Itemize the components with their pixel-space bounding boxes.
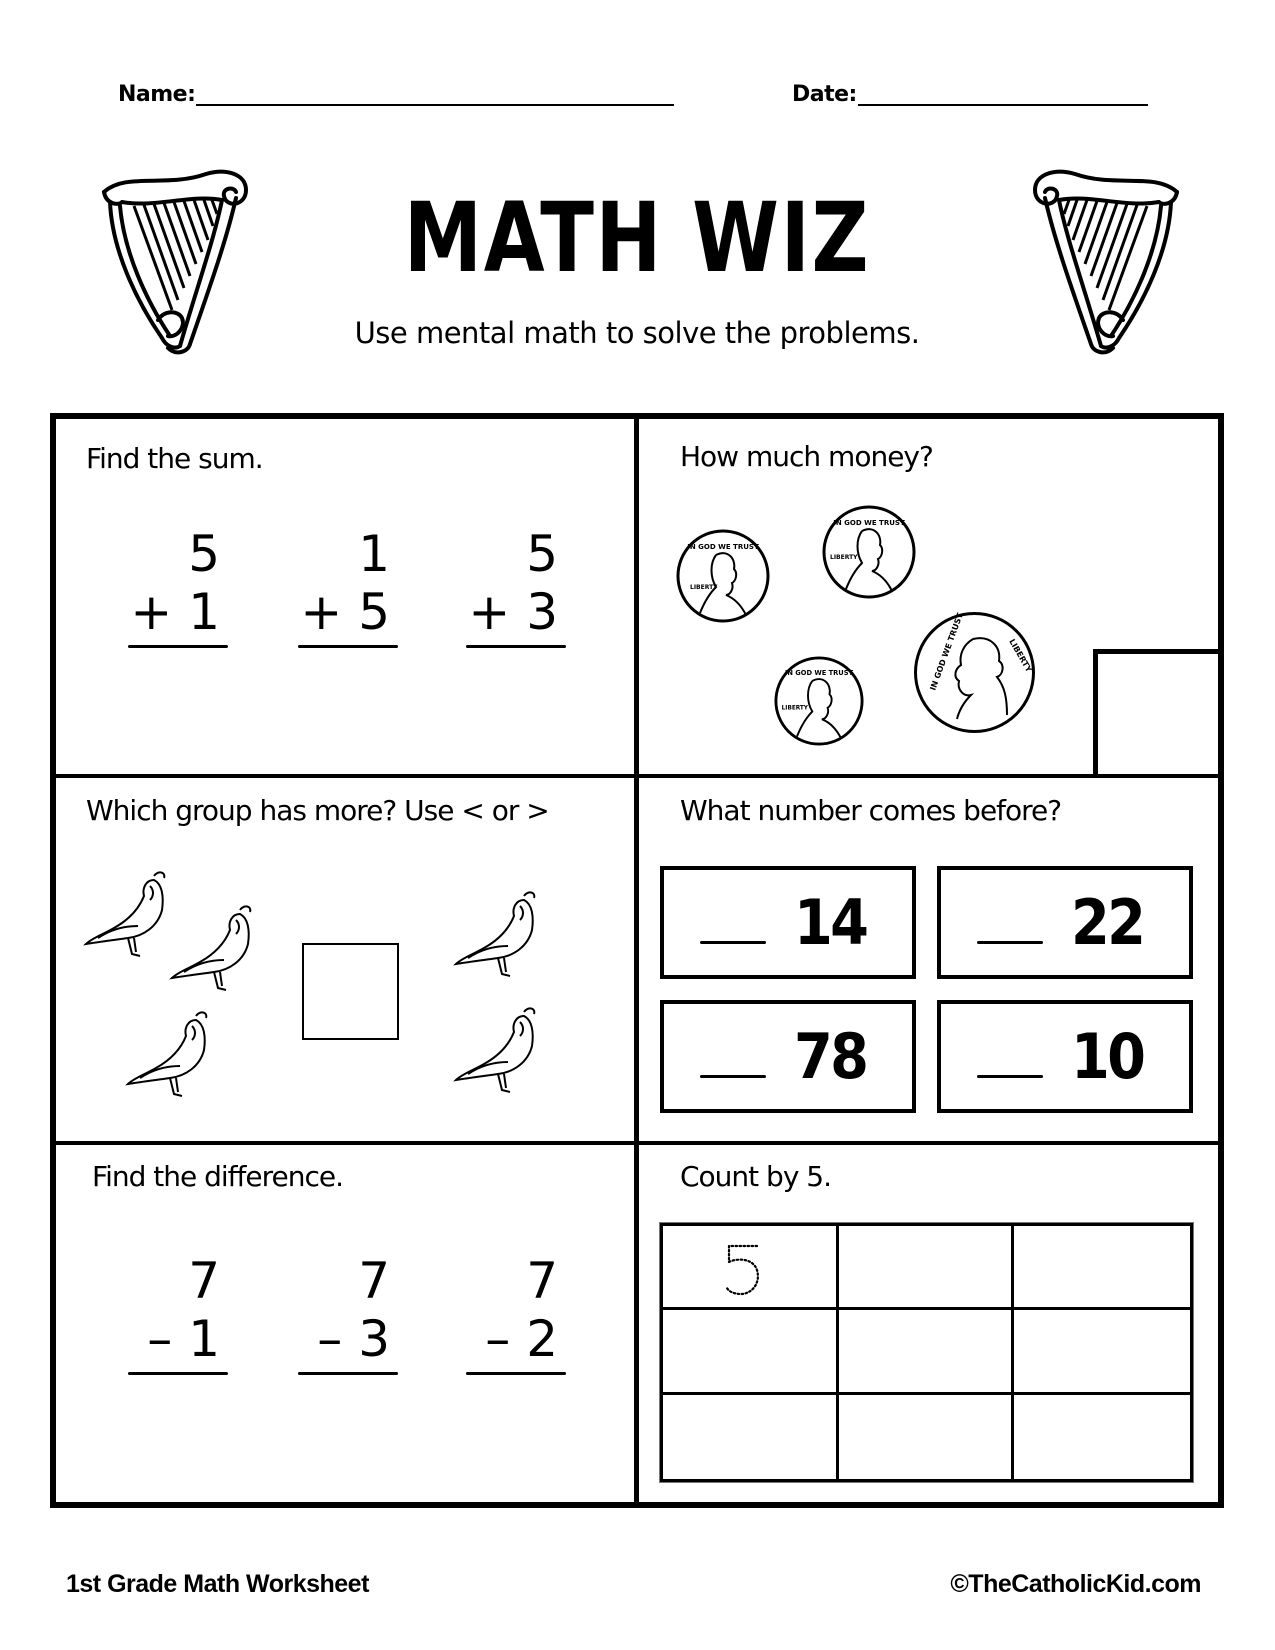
date-label: Date: — [792, 82, 857, 107]
operator: – — [485, 1310, 511, 1368]
operator: + — [130, 583, 173, 641]
operand-bottom: 1 — [188, 1310, 220, 1368]
operand-top: 5 — [526, 525, 558, 583]
row-divider — [50, 774, 1224, 778]
answer-line[interactable] — [128, 1372, 228, 1375]
operand-top: 7 — [358, 1252, 390, 1310]
before-prompt: What number comes before? — [680, 794, 1062, 827]
answer-line[interactable] — [298, 1372, 398, 1375]
quail-icon — [170, 900, 270, 1000]
difference-problem — [118, 1252, 228, 1375]
answer-blank[interactable] — [700, 941, 766, 944]
count-cell[interactable] — [663, 1395, 839, 1479]
operand-top: 1 — [358, 525, 390, 583]
svg-text:LIBERTY: LIBERTY — [1007, 637, 1034, 674]
operand-bottom: 3 — [526, 583, 558, 641]
sum-problem — [288, 525, 398, 648]
operand-bottom: 1 — [188, 583, 220, 641]
name-label: Name: — [118, 82, 196, 107]
answer-blank[interactable] — [700, 1075, 766, 1078]
count-cell[interactable] — [1014, 1395, 1190, 1479]
answer-blank[interactable] — [977, 941, 1043, 944]
sum-problem — [456, 525, 566, 648]
count-cell[interactable] — [663, 1226, 839, 1310]
date-field[interactable] — [858, 104, 1148, 106]
svg-text:IN GOD WE TRUST: IN GOD WE TRUST — [687, 543, 759, 551]
svg-text:IN GOD WE TRUST: IN GOD WE TRUST — [833, 519, 905, 527]
given-number: 10 — [1071, 1020, 1144, 1093]
answer-line[interactable] — [466, 645, 566, 648]
count-cell[interactable] — [839, 1310, 1015, 1394]
footer-copyright: ©TheCatholicKid.com — [950, 1570, 1201, 1598]
before-item — [660, 866, 916, 979]
penny-icon — [822, 505, 916, 599]
operator: + — [300, 583, 343, 641]
svg-text:LIBERTY: LIBERTY — [830, 554, 858, 561]
count-cell[interactable] — [839, 1226, 1015, 1310]
nickel-icon — [913, 611, 1036, 734]
instructions: Use mental math to solve the problems. — [354, 316, 920, 350]
svg-text:LIBERTY: LIBERTY — [690, 584, 718, 591]
operand-top: 7 — [188, 1252, 220, 1310]
penny-icon — [774, 656, 864, 746]
count-cell[interactable] — [839, 1395, 1015, 1479]
svg-text:IN GOD WE TRUST: IN GOD WE TRUST — [784, 669, 854, 678]
money-answer-box[interactable] — [1093, 649, 1224, 776]
compare-answer-box[interactable] — [302, 943, 399, 1040]
row-divider — [50, 1141, 1224, 1145]
operand-bottom: 2 — [526, 1310, 558, 1368]
operand-top: 7 — [526, 1252, 558, 1310]
quail-icon — [454, 1002, 554, 1102]
count-grid — [660, 1223, 1193, 1482]
count-cell[interactable] — [1014, 1226, 1190, 1310]
compare-prompt: Which group has more? Use < or > — [86, 794, 549, 827]
answer-blank[interactable] — [977, 1075, 1043, 1078]
name-field[interactable] — [196, 104, 674, 106]
operand-bottom: 3 — [358, 1310, 390, 1368]
footer-grade-label: 1st Grade Math Worksheet — [66, 1570, 369, 1598]
money-prompt: How much money? — [680, 440, 933, 473]
operator: + — [468, 583, 511, 641]
before-item — [660, 1000, 916, 1113]
penny-icon — [676, 529, 770, 623]
column-divider — [634, 413, 639, 1508]
before-item — [937, 1000, 1193, 1113]
sum-problem — [118, 525, 228, 648]
given-number: 14 — [794, 886, 867, 959]
sum-prompt: Find the sum. — [86, 442, 263, 475]
svg-text:IN GOD WE TRUST: IN GOD WE TRUST — [928, 611, 965, 692]
operand-top: 5 — [188, 525, 220, 583]
quail-icon — [84, 866, 184, 966]
operator: – — [147, 1310, 173, 1368]
difference-problem — [288, 1252, 398, 1375]
answer-line[interactable] — [128, 645, 228, 648]
operator: – — [317, 1310, 343, 1368]
given-number: 78 — [794, 1020, 867, 1093]
difference-problem — [456, 1252, 566, 1375]
count-prompt: Count by 5. — [680, 1160, 832, 1193]
count-cell[interactable] — [663, 1310, 839, 1394]
quail-icon — [454, 886, 554, 986]
before-item — [937, 866, 1193, 979]
operand-bottom: 5 — [358, 583, 390, 641]
page-title: MATH WIZ — [403, 182, 871, 294]
harp-icon — [1025, 160, 1185, 360]
svg-text:LIBERTY: LIBERTY — [781, 705, 808, 712]
traced-five — [723, 1242, 763, 1296]
answer-line[interactable] — [298, 645, 398, 648]
answer-line[interactable] — [466, 1372, 566, 1375]
harp-icon — [96, 160, 256, 360]
difference-prompt: Find the difference. — [92, 1160, 344, 1193]
given-number: 22 — [1071, 886, 1144, 959]
quail-icon — [126, 1006, 226, 1106]
count-cell[interactable] — [1014, 1310, 1190, 1394]
